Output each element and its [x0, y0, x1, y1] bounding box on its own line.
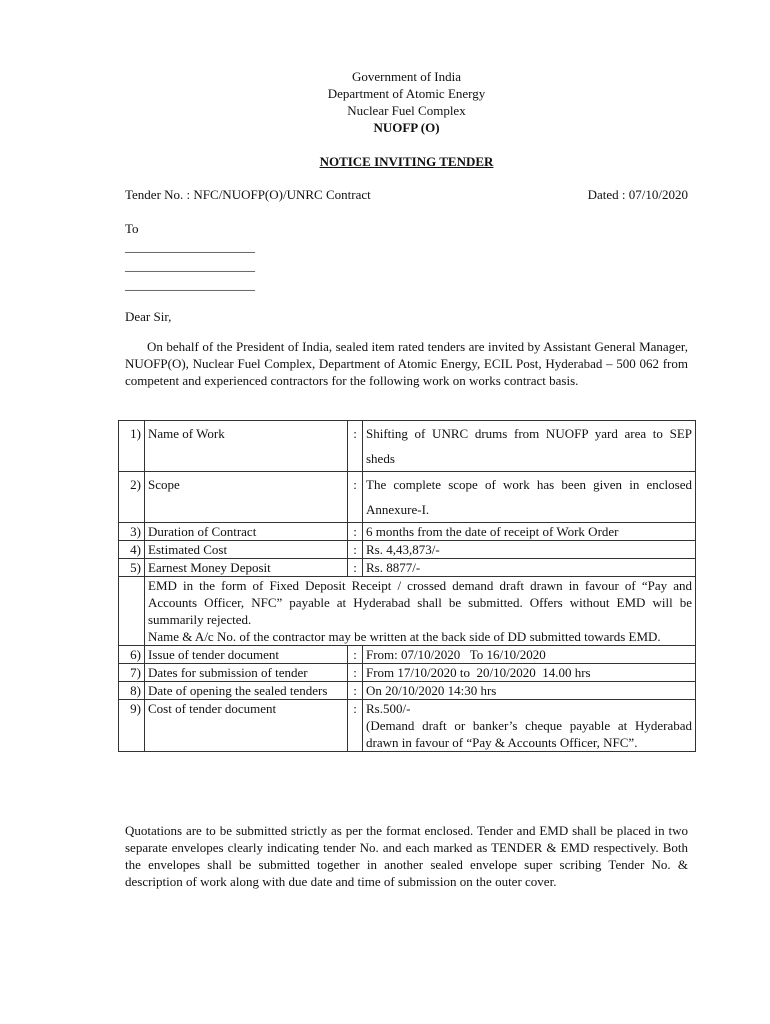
row-colon: :: [348, 541, 363, 559]
tender-number: Tender No. : NFC/NUOFP(O)/UNRC Contract: [125, 187, 371, 202]
row-label: Name of Work: [145, 421, 348, 472]
row-label: Scope: [145, 472, 348, 523]
row-number: 2): [119, 472, 145, 523]
row-number: 9): [119, 700, 145, 752]
row-value-cell: [363, 700, 696, 752]
header-government: Government of India: [351, 69, 462, 84]
address-blank-line-1: ____________________: [125, 239, 255, 254]
header-complex: Nuclear Fuel Complex: [347, 103, 466, 118]
row-number-empty: [119, 577, 145, 646]
header-department: Department of Atomic Energy: [327, 86, 486, 101]
table-row: [119, 682, 696, 700]
row-number: 6): [119, 646, 145, 664]
row-value: Shifting of UNRC drums from NUOFP yard area to SEP sheds: [363, 421, 696, 472]
row-number: 4): [119, 541, 145, 559]
table-row: [119, 646, 696, 664]
salutation: Dear Sir,: [125, 309, 172, 324]
row-number: 5): [119, 559, 145, 577]
row-number: 1): [119, 421, 145, 472]
intro-paragraph: On behalf of the President of India, sealed item rated tenders are invited by Assistant General Manager, NUOFP(O), Nuclear Fuel Complex, Department of Atomic Energy, ECIL Post, Hyderabad – 500 062 from competent and experienced contractors for the following work on works contract basis.: [125, 339, 688, 388]
table-row: [119, 700, 696, 752]
address-blank-line-2: ____________________: [125, 258, 255, 273]
table-row: [119, 523, 696, 541]
row-colon: :: [348, 559, 363, 577]
row-value: Rs. 8877/-: [363, 559, 696, 577]
address-blank-line-3: ____________________: [125, 277, 255, 292]
emd-note-2: Name & A/c No. of the contractor may be written at the back side of DD submitted towards EMD.: [148, 629, 661, 644]
tender-info-line: [125, 186, 688, 203]
table-row: [119, 559, 696, 577]
table-row: [119, 664, 696, 682]
row-colon: :: [348, 682, 363, 700]
header-unit: NUOFP (O): [373, 120, 440, 135]
tender-details-table: [118, 420, 696, 752]
row-label: Date of opening the sealed tenders: [145, 682, 348, 700]
row-number: 3): [119, 523, 145, 541]
letterhead: [125, 68, 688, 136]
table-row: [119, 541, 696, 559]
document-page: [125, 68, 688, 389]
table-row: [119, 421, 696, 472]
row-value: From 17/10/2020 to 20/10/2020 14.00 hrs: [363, 664, 696, 682]
row-label: Earnest Money Deposit: [145, 559, 348, 577]
row-label: Duration of Contract: [145, 523, 348, 541]
row-number: 7): [119, 664, 145, 682]
table-row-emd-note: [119, 577, 696, 646]
row-label: Cost of tender document: [145, 700, 348, 752]
row-colon: :: [348, 472, 363, 523]
row-label: Issue of tender document: [145, 646, 348, 664]
row-colon: :: [348, 664, 363, 682]
row-value: The complete scope of work has been given in enclosed Annexure-I.: [363, 472, 696, 523]
row-value: On 20/10/2020 14:30 hrs: [363, 682, 696, 700]
row-colon: :: [348, 523, 363, 541]
row-value: 6 months from the date of receipt of Work Order: [363, 523, 696, 541]
row-value: Rs. 4,43,873/-: [363, 541, 696, 559]
row-value: From: 07/10/2020 To 16/10/2020: [363, 646, 696, 664]
table-row: [119, 472, 696, 523]
to-label: To: [125, 221, 139, 236]
row-colon: :: [348, 421, 363, 472]
tender-date: Dated : 07/10/2020: [587, 187, 688, 202]
emd-note-1: EMD in the form of Fixed Deposit Receipt / crossed demand draft drawn in favour of “Pay and Accounts Officer, NFC” payable at Hyderabad shall be submitted. Offers without EMD will be summarily rejected.: [148, 578, 692, 627]
row-label: Dates for submission of tender: [145, 664, 348, 682]
row-number: 8): [119, 682, 145, 700]
row-value-detail: (Demand draft or banker’s cheque payable at Hyderabad drawn in favour of “Pay & Accounts Officer, NFC”.: [366, 718, 692, 750]
emd-note-cell: [145, 577, 696, 646]
row-label: Estimated Cost: [145, 541, 348, 559]
row-value: Rs.500/-: [366, 701, 411, 716]
submission-instructions: Quotations are to be submitted strictly as per the format enclosed. Tender and EMD shall be placed in two separate envelopes clearly indicating tender No. and each marked as TENDER & EMD respectively. Both the envelopes shall be submitted together in another sealed envelope super scribing Tender No. & description of work along with due date and time of submission on the outer cover.: [125, 823, 688, 889]
row-colon: :: [348, 700, 363, 752]
notice-title: NOTICE INVITING TENDER: [319, 154, 494, 169]
row-colon: :: [348, 646, 363, 664]
